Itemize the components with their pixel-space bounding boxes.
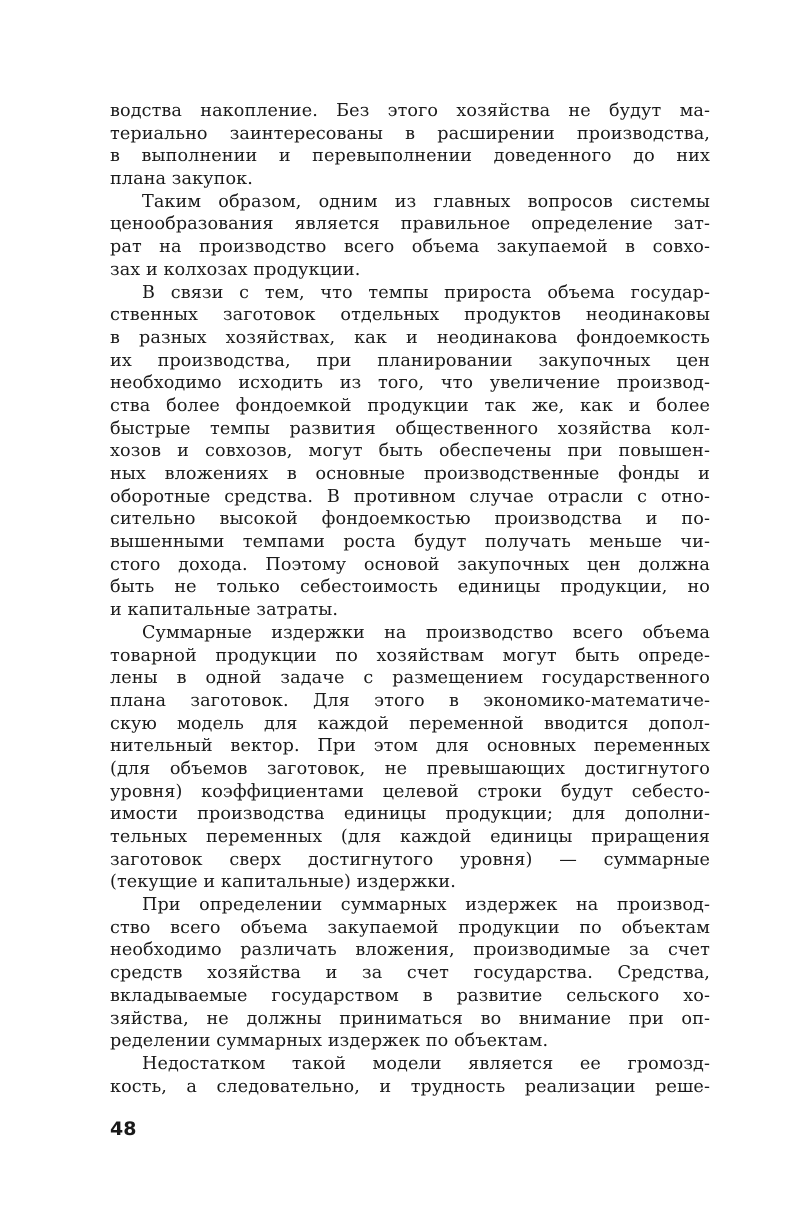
text-line: кость, а следовательно, и трудность реализации реше- [110, 1076, 710, 1097]
paragraph [110, 100, 710, 191]
text-line: ства более фондоемкой продукции так же, как и более [110, 395, 710, 416]
text-line: быстрые темпы развития общественного хозяйства кол- [110, 418, 710, 439]
text-line: зяйства, не должны приниматься во внимание при оп- [110, 1008, 710, 1029]
text-line: плана заготовок. Для этого в экономико-математиче- [110, 690, 710, 711]
text-line: нительный вектор. При этом для основных переменных [110, 736, 710, 757]
text-line: средств хозяйства и за счет государства. Средства, [110, 963, 710, 984]
text-line: Таким образом, одним из главных вопросов системы [142, 191, 710, 212]
text-line: тельных переменных (для каждой единицы приращения [110, 827, 710, 847]
text-line: Суммарные издержки на производство всего объема [142, 622, 710, 643]
text-line: их производства, при планировании закупочных цен [110, 350, 710, 371]
text-line: быть не только себестоимость единицы продукции, но [110, 577, 710, 598]
text-line: При определении суммарных издержек на производ- [142, 895, 710, 916]
text-line: зах и колхозах продукции. [110, 259, 361, 280]
text-line: (текущие и капитальные) издержки. [110, 872, 456, 893]
text-line: плана закупок. [110, 169, 253, 190]
text-line: в разных хозяйствах, как и неодинакова фондоемкость [110, 327, 710, 348]
text-line: и капитальные затраты. [110, 600, 339, 621]
text-line: оборотные средства. В противном случае отрасли с отно- [110, 486, 710, 507]
paragraph [110, 282, 710, 622]
text-line: ство всего объема закупаемой продукции по объектам [110, 917, 710, 938]
paragraph [110, 894, 710, 1053]
text-line: ределении суммарных издержек по объектам. [110, 1031, 549, 1052]
text-line: вкладываемые государством в развитие сельского хо- [110, 985, 710, 1006]
text-line: стого дохода. Поэтому основой закупочных цен должна [110, 554, 710, 575]
text-line: необходимо исходить из того, что увеличение производ- [110, 373, 710, 394]
page-number: 48 [110, 1118, 137, 1140]
text-line: имости производства единицы продукции; для дополни- [110, 804, 710, 825]
text-line: товарной продукции по хозяйствам могут быть опреде- [110, 645, 710, 666]
paragraph [110, 191, 710, 282]
text-line: В связи с тем, что темпы прироста объема государ- [142, 282, 710, 303]
text-line: необходимо различать вложения, производимые за счет [110, 940, 710, 961]
paragraph [110, 622, 710, 894]
text-line: рат на производство всего объема закупаемой в совхо- [110, 237, 710, 258]
text-line: лены в одной задаче с размещением государственного [110, 668, 710, 689]
text-line: хозов и совхозов, могут быть обеспечены при повышен- [110, 441, 710, 462]
text-line: скую модель для каждой переменной вводится допол- [110, 713, 710, 734]
text-line: в выполнении и перевыполнении доведенного до них [110, 146, 710, 167]
text-line: ственных заготовок отдельных продуктов неодинаковы [110, 305, 710, 326]
text-line: вышенными темпами роста будут получать меньше чи- [110, 532, 710, 553]
text-line: ных вложениях в основные производственные фонды и [110, 464, 710, 484]
text-line: ценообразования является правильное определение зат- [110, 214, 710, 235]
text-line: Недостатком такой модели является ее громозд- [142, 1053, 710, 1074]
paragraph [110, 1053, 710, 1098]
text-line: (для объемов заготовок, не превышающих достигнутого [110, 758, 710, 779]
text-line: заготовок сверх достигнутого уровня) — суммарные [110, 849, 710, 870]
text-line: териально заинтересованы в расширении производства, [110, 123, 710, 144]
text-line: уровня) коэффициентами целевой строки будут себесто- [110, 781, 710, 802]
page-body [110, 100, 710, 1098]
text-line: водства накопление. Без этого хозяйства не будут ма- [110, 101, 710, 121]
text-line: сительно высокой фондоемкостью производства и по- [110, 509, 710, 530]
